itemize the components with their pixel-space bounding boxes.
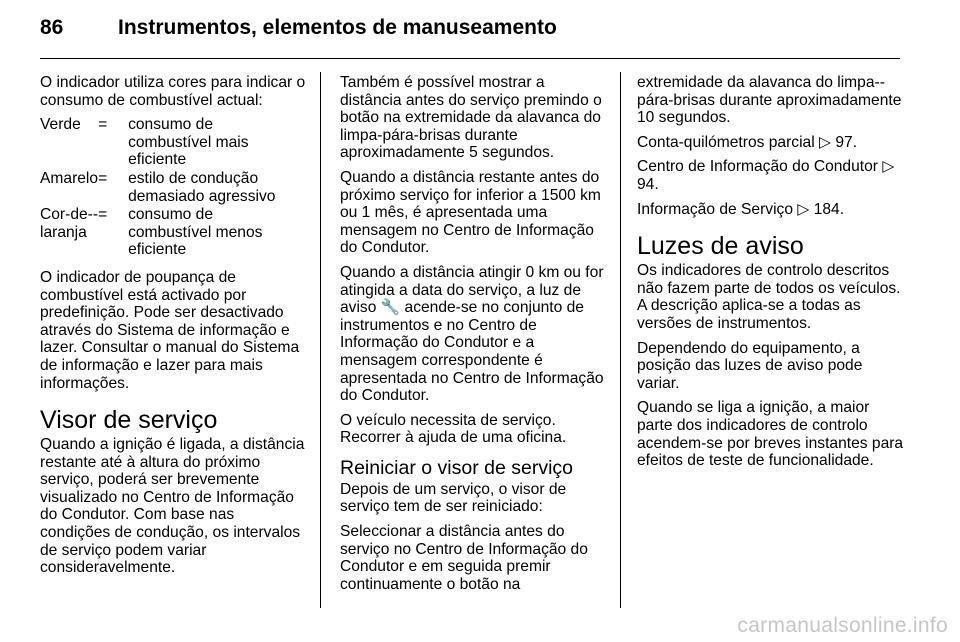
reference-page: 94.	[637, 175, 659, 193]
section-heading-service-display: Visor de serviço	[40, 406, 218, 435]
column-divider	[320, 72, 321, 608]
paragraph: O indicador utiliza cores para indicar o consumo de combustível actual:	[40, 74, 306, 109]
color-description: consumo de combustível mais eficiente	[128, 116, 249, 169]
table-row	[40, 170, 298, 206]
page-title: Instrumentos, elementos de manuseamento	[118, 16, 557, 39]
paragraph: O veículo necessita de serviço. Recorrer à ajuda de uma oficina.	[340, 411, 567, 447]
paragraph: Dependendo do equipamento, a posição das luzes de aviso pode variar.	[637, 339, 863, 392]
page-number: 86	[40, 16, 64, 39]
paragraph: Quando a distância restante antes do próximo serviço for inferior a 1500 km ou 1 mês, é apresentada uma mensagem no Centro de Informação do Condutor.	[340, 168, 601, 257]
color-name: Cor-de--laranja	[40, 206, 99, 241]
paragraph-text: Quando a distância atingir 0 km ou for atingida a data do serviço, a luz de aviso	[340, 263, 604, 317]
page-arrow-icon: ▷	[882, 158, 895, 176]
column-1	[40, 74, 308, 584]
page-arrow-icon: ▷	[797, 200, 810, 218]
reference-page: 97.	[835, 133, 858, 151]
paragraph: Quando a ignição é ligada, a distância restante até à altura do próximo serviço, poderá ser brevemente visualizado no Centro de Informação do Condutor. Com base nas condições de condução, os intervalos de serviço podem variar consideravelmente.	[40, 436, 305, 577]
reference-page: 184.	[813, 200, 845, 218]
paragraph: O indicador de poupança de combustível está activado por predefinição. Pode ser desactivado através do Sistema de informação e lazer. Consultar o manual do Sistema de informação e lazer para mais informações.	[40, 268, 300, 392]
column-2	[340, 74, 608, 600]
paragraph-text: acende-se no conjunto de instrumentos e no Centro de Informação do Condutor e a mensagem correspondente é apresentada no Centro de Informação do Condutor.	[340, 299, 604, 405]
equals-sign: =	[98, 206, 108, 224]
column-divider	[620, 72, 621, 608]
cross-reference	[637, 158, 909, 193]
paragraph: Seleccionar a distância antes do serviço no Centro de Informação do Condutor e em seguida premir continuamente o botão na	[340, 523, 588, 593]
paragraph	[340, 264, 608, 405]
reference-text: Informação de Serviço	[637, 200, 794, 218]
color-description: estilo de condução demasiado agressivo	[128, 169, 276, 205]
page-header	[0, 0, 960, 60]
cross-reference	[637, 134, 909, 152]
paragraph: Os indicadores de controlo descritos não fazem parte de todos os veículos. A descrição aplica-se a todas as versões de instrumentos.	[637, 262, 901, 332]
equals-sign: =	[98, 116, 108, 134]
watermark: carmanualsonline.info	[737, 614, 948, 637]
column-3	[637, 74, 909, 477]
color-description: consumo de combustível menos eficiente	[128, 206, 263, 259]
color-name: Amarelo	[40, 169, 99, 187]
section-heading-warning-lights: Luzes de aviso	[637, 232, 804, 261]
table-row	[40, 206, 298, 260]
page-arrow-icon: ▷	[819, 133, 832, 151]
reference-text: Conta-quilómetros parcial	[637, 133, 815, 151]
reference-text: Centro de Informação do Condutor	[637, 158, 878, 176]
cross-reference	[637, 201, 909, 219]
wrench-icon: 🔧	[380, 299, 401, 317]
paragraph: Quando se liga a ignição, a maior parte dos indicadores de controlo acendem-se por breves instantes para efeitos de teste de funcionalidade.	[637, 399, 904, 470]
header-divider	[40, 58, 900, 59]
paragraph: Depois de um serviço, o visor de serviço tem de ser reiniciado:	[340, 480, 567, 516]
subsection-heading-reset: Reiniciar o visor de serviço	[340, 456, 574, 479]
table-row	[40, 116, 298, 170]
equals-sign: =	[98, 169, 108, 187]
color-legend-table	[40, 116, 298, 260]
paragraph: Também é possível mostrar a distância antes do serviço premindo o botão na extremidade da alavanca do limpa-pára-brisas durante aproximadamente 5 segundos.	[340, 74, 602, 162]
color-name: Verde	[40, 116, 81, 134]
paragraph: extremidade da alavanca do limpa--pára-brisas durante aproximadamente 10 segundos.	[637, 74, 902, 127]
